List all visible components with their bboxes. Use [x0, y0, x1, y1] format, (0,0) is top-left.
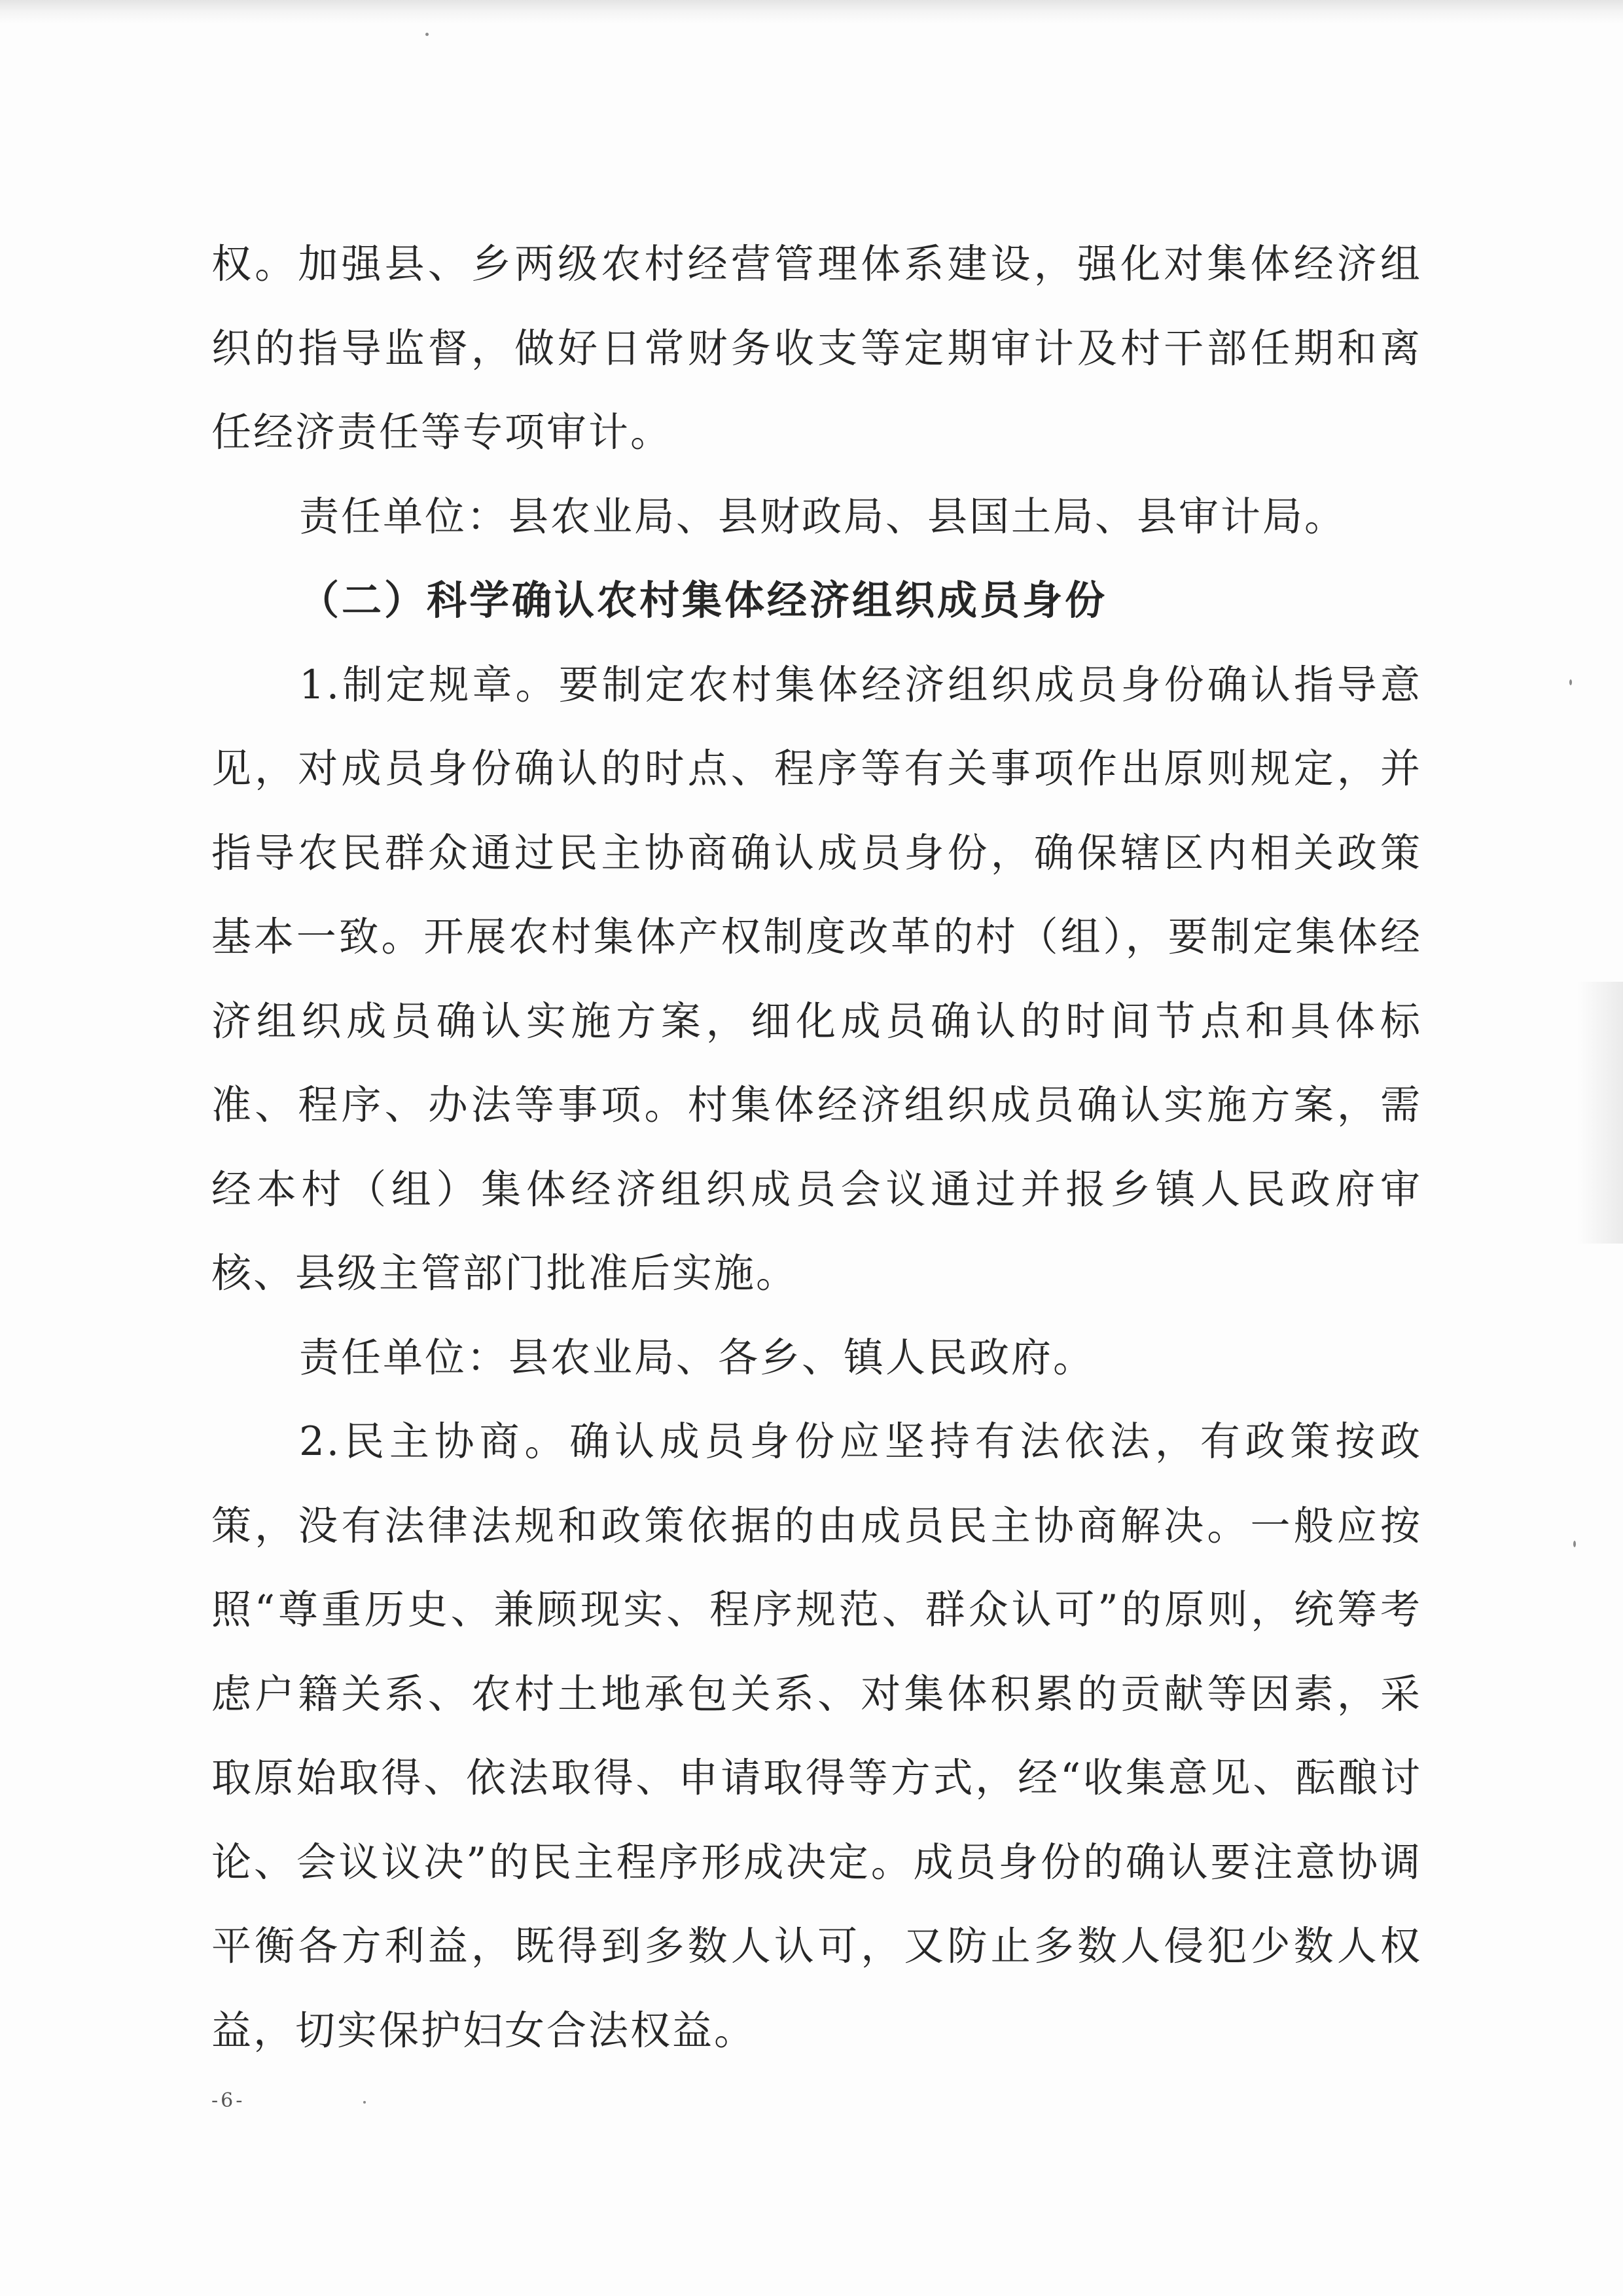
paragraph-audit: 权。加强县、乡两级农村经营管理体系建设，强化对集体经济组织的指导监督，做好日常财务收支等定期审计及村干部任期和离任经济责任等专项审计。 [211, 241, 1422, 456]
page-number: -6- [211, 2089, 245, 2112]
body-text [211, 223, 1422, 2073]
scan-speck [363, 2101, 366, 2104]
section-heading: （二）科学确认农村集体经济组织成员身份 [299, 577, 1108, 624]
scan-speck [1573, 1541, 1576, 1547]
paragraph-responsible-units-2: 责任单位：县农业局、各乡、镇人民政府。 [299, 1334, 1096, 1381]
paragraph-democratic-consultation: 2.民主协商。确认成员身份应坚持有法依法，有政策按政策，没有法律法规和政策依据的由成员民主协商解决。一般应按照“尊重历史、兼顾现实、程序规范、群众认可”的原则，统筹考虑户籍关系、农村土地承包关系、对集体积累的贡献等因素，采取原始取得、依法取得、申请取得等方式，经“收集意见、酝酿讨论、会议议决”的民主程序形成决定。成员身份的确认要注意协调平衡各方利益，既得到多数人认可，又防止多数人侵犯少数人权益，切实保护妇女合法权益。 [211, 1418, 1422, 2054]
scan-speck [425, 33, 429, 36]
scan-right-edge [1577, 982, 1623, 1244]
scan-top-edge [0, 0, 1623, 24]
scan-speck [1569, 679, 1572, 685]
paragraph-responsible-units-1: 责任单位：县农业局、县财政局、县国土局、县审计局。 [299, 493, 1347, 540]
paragraph-rules: 1.制定规章。要制定农村集体经济组织成员身份确认指导意见，对成员身份确认的时点、程序等有关事项作出原则规定，并指导农民群众通过民主协商确认成员身份，确保辖区内相关政策基本一致。开展农村集体产权制度改革的村（组），要制定集体经济组织成员确认实施方案，细化成员确认的时间节点和具体标准、程序、办法等事项。村集体经济组织成员确认实施方案，需经本村（组）集体经济组织成员会议通过并报乡镇人民政府审核、县级主管部门批准后实施。 [211, 661, 1422, 1297]
